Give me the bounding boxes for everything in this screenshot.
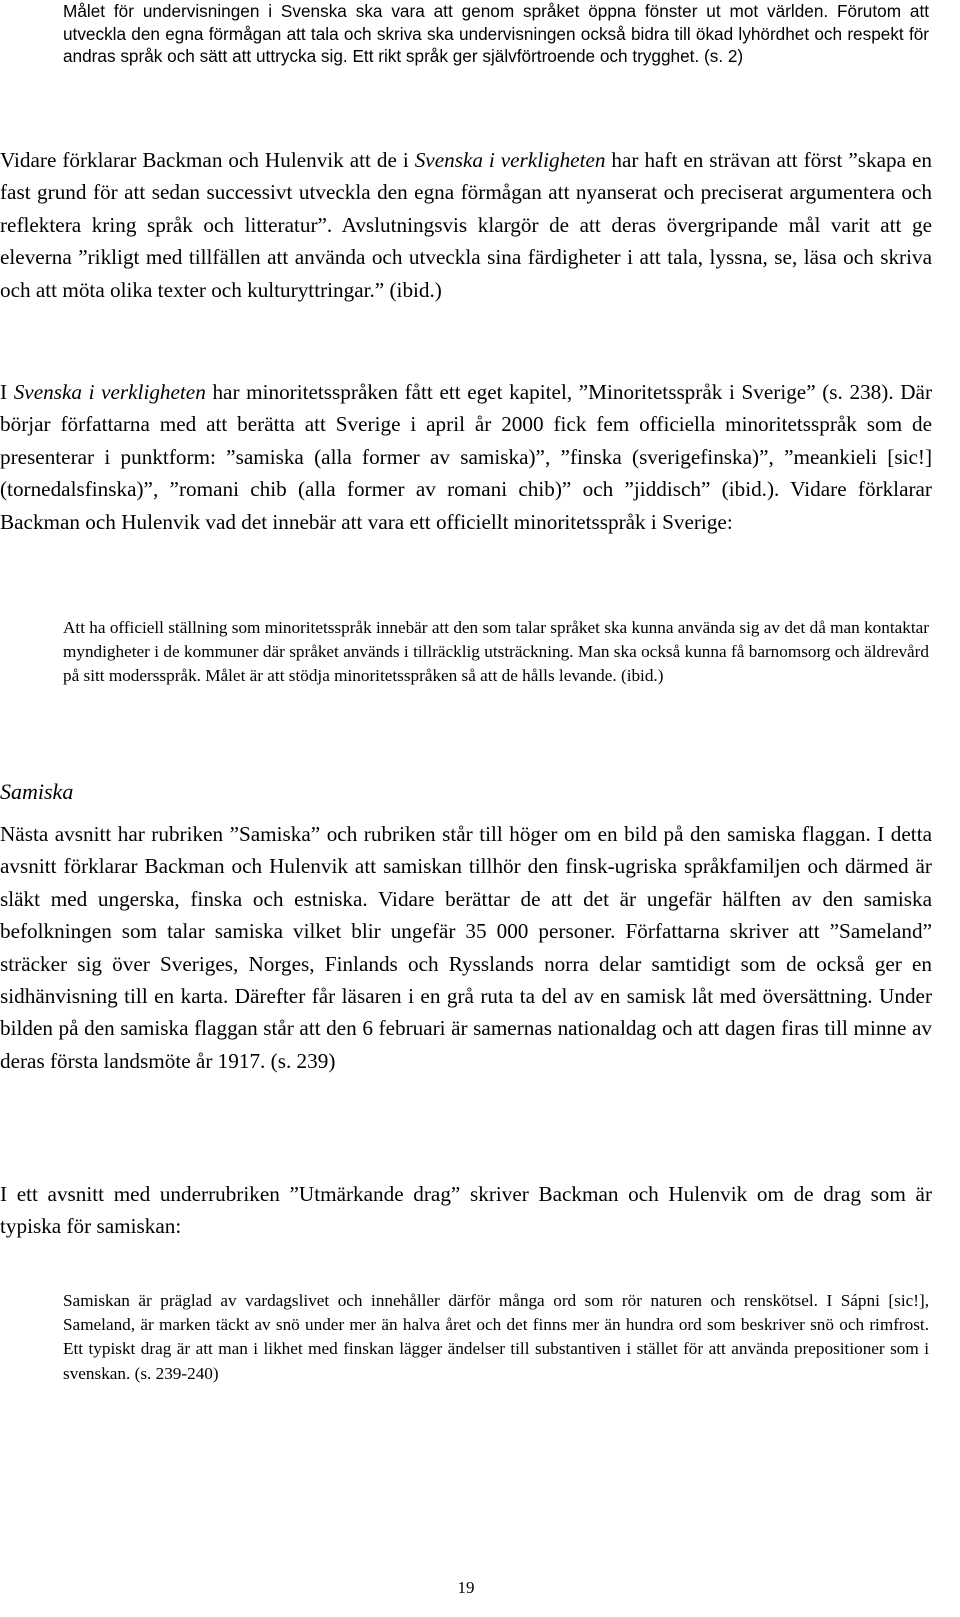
paragraph-1-part-1: Vidare förklarar Backman och Hulenvik att de i xyxy=(0,148,415,172)
paragraph-2-part-1: I xyxy=(0,380,14,404)
paragraph-2-text xyxy=(0,376,932,538)
paragraph-3 xyxy=(0,818,932,1077)
section-heading: Samiska xyxy=(0,779,74,804)
paragraph-2 xyxy=(0,376,932,538)
paragraph-2-part-2: har minoritetsspråken fått ett eget kapitel, ”Minoritetsspråk i Sverige” (s. 238). Där börjar författarna med att berätta att Sverige i april år 2000 fick fem officiella minoritetsspråk som de presenterar i punktform: ”samiska (alla former av samiska)”, ”finska (sverigefinska)”, ”meankieli [sic!] (tornedalsfinska)”, ”romani chib (alla former av romani chib)” och ”jiddisch” (ibid.). Vidare förklarar Backman och Hulenvik vad det innebär att vara ett officiellt minoritetsspråk i Sverige: xyxy=(0,380,933,534)
paragraph-1 xyxy=(0,144,932,306)
block-quote-1 xyxy=(63,616,929,689)
paragraph-3-text: Nästa avsnitt har rubriken ”Samiska” och rubriken står till höger om en bild på den samiska flaggan. I detta avsnitt förklarar Backman och Hulenvik att samiskan tillhör den finsk-ugriska språkfamiljen och därmed är släkt med ungerska, finska och estniska. Vidare berättar de att det är ungefär hälften av den samiska befolkningen som talar samiska vilket blir ungefär 35 000 personer. Författarna skriver att ”Sameland” sträcker sig över Sveriges, Norges, Finlands och Rysslands norra delar samtidigt som de också ger en sidhänvisning till en karta. Därefter får läsaren i en grå ruta ta del av en samisk låt med översättning. Under bilden på den samiska flaggan står att den 6 februari är samernas nationaldag och att dagen firas till minne av deras första landsmöte år 1917. (s. 239) xyxy=(0,822,932,1073)
paragraph-1-part-2: har haft en strävan att först ”skapa en fast grund för att sedan successivt utveckla den egna förmågan att nyanserat och preciserat argumentera och reflektera kring språk och litteratur”. Avslutningsvis klargör de att deras övergripande mål varit att ge eleverna ”rikligt med tillfällen att använda och utveckla sina färdigheter i att tala, lyssna, se, läsa och skriva och att möta olika texter och kulturyttringar.” (ibid.) xyxy=(0,148,932,302)
page-number: 19 xyxy=(457,1578,475,1597)
book-title: Svenska i verkligheten xyxy=(414,148,606,172)
block-quote-2 xyxy=(63,1289,929,1386)
paragraph-4 xyxy=(0,1178,932,1243)
block-quote-2-text: Samiskan är präglad av vardagslivet och innehåller därför många ord som rör naturen och renskötsel. I Sápni [sic!], Sameland, är marken täckt av snö under mer än halva året och det finns mer än hundra ord som beskriver snö och rimfrost. Ett typiskt drag är att man i likhet med finskan lägger ändelser till substantiven i stället för att använda prepositioner som i svenskan. (s. 239-240) xyxy=(63,1291,929,1383)
block-quote-1-text: Att ha officiell ställning som minoritetsspråk innebär att den som talar språket ska kunna använda sig av det då man kontaktar myndigheter i de kommuner där språket används i tillräcklig utsträckning. Man ska också kunna få barnomsorg och äldrevård på sitt modersspråk. Målet är att stödja minoritetsspråken så att de hålls levande. (ibid.) xyxy=(63,618,929,686)
book-title: Svenska i verkligheten xyxy=(13,380,206,404)
block-quote-top-text: Målet för undervisningen i Svenska ska vara att genom språket öppna fönster ut mot världen. Förutom att utveckla den egna förmågan att tala och skriva ska undervisningen också bidra till ökad lyhördhet och respekt för andras språk och sätt att uttrycka sig. Ett rikt språk ger självförtroende och trygghet. (s. 2) xyxy=(63,1,929,67)
paragraph-4-text: I ett avsnitt med underrubriken ”Utmärkande drag” skriver Backman och Hulenvik om de drag som är typiska för samiskan: xyxy=(0,1182,932,1239)
paragraph-1-text xyxy=(0,144,932,306)
block-quote-top xyxy=(63,0,929,68)
